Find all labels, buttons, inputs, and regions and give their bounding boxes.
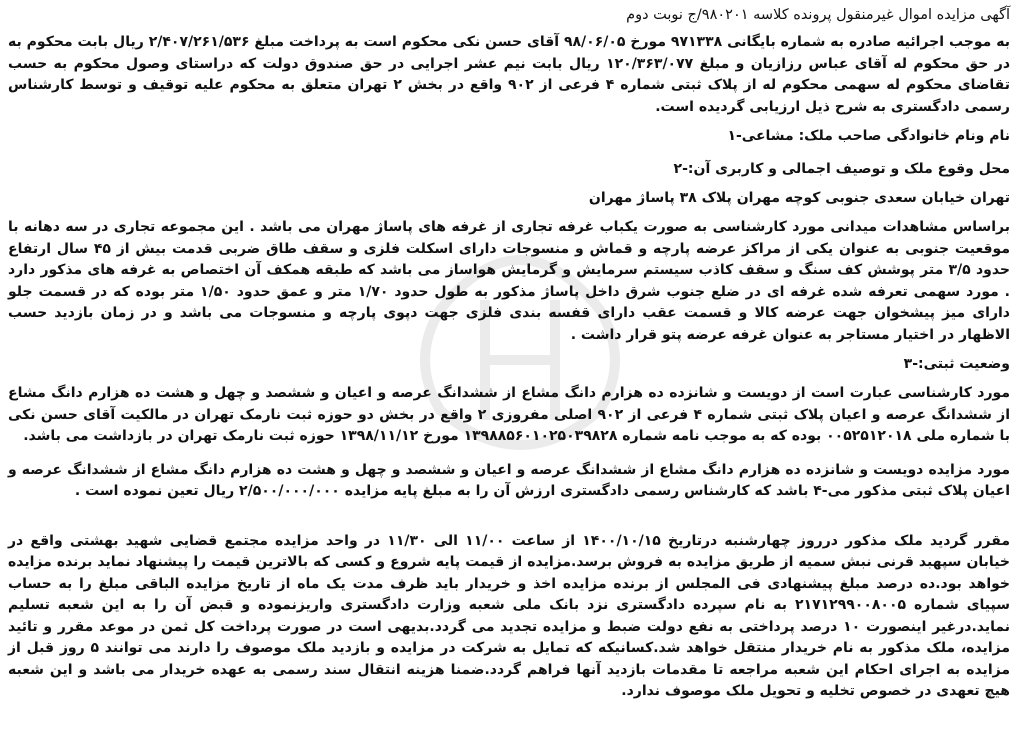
registration-heading: وضعیت ثبتی:-۳ — [903, 356, 1010, 372]
location-heading: محل وقوع ملک و توصیف اجمالی و کاربری آن:-۲ — [673, 161, 1010, 177]
notice-title: آگهی مزایده اموال غیرمنقول پرونده کلاسه ۹۸۰۲۰۱/ج نوبت دوم — [626, 7, 1010, 23]
valuation-paragraph: مورد مزایده دویست و شانزده ده هزارم دانگ مشاع از ششدانگ عرصه و اعیان و ششصد و چهل و هشت ده هزارم دانگ مشاع از ششدانگ عرصه و اعیان پلاک ثبتی مذکور می-۴ باشد که کارشناس رسمی دادگستری ارزش آن را به مبلغ پایه مزایده ۲/۵۰۰/۰۰۰/۰۰۰ ریال تعین نموده است . — [8, 461, 1010, 499]
property-description-paragraph: براساس مشاهدات میدانی مورد کارشناسی به صورت یکباب غرفه تجاری از غرفه های پاساژ مهران می باشد . این مجموعه تجاری در سه دهانه با موقعیت جنوبی به عنوان یکی از مراکز عرضه پارچه و قماش و منسوجات دارای اسکلت فلزی و سقف طاق ضربی قدمت بیش از ۴۵ سال ارتفاع حدود ۳/۵ متر پوشش کف سنگ و سقف کاذب سیستم سرمایش و گرمایش هواساز می باشد که طبقه همکف آن اختصاص به غرفه های مذکور دارد . مورد سهمی تعرفه شده غرفه ای در ضلع جنوب شرق داخل پاساژ مذکور به طول حدود ۱/۷۰ متر و عمق حدود ۱/۵۰ متر بوده که در قسمت جلو دارای میز پیشخوان جهت عرضه کالا و قسمت عقب دارای قفسه بندی فلزی جهت دپوی پارچه و منسوجات می باشد و در زمان بازدید حسب الاظهار در اختیار مستاجر به عنوان غرفه عرضه پتو قرار داشت . — [8, 219, 1011, 343]
notice-intro-paragraph: به موجب اجرائیه صادره به شماره بایگانی ۹۷۱۳۳۸ مورخ ۹۸/۰۶/۰۵ آقای حسن نکی محکوم است به پرداخت مبلغ ۲/۴۰۷/۲۶۱/۵۳۶ ریال بابت محکوم به در حق محکوم له آقای عباس رزازیان و مبلغ ۱۲۰/۳۶۳/۰۷۷ ریال بابت نیم عشر اجرایی در حق صندوق دولت که دراستای وصول محکوم به حسب تقاضای محکوم له سهمی محکوم له از پلاک ثبتی شماره ۴ فرعی از ۹۰۲ واقع در بخش ۲ تهران متعلق به محکوم علیه توقیف و توسط کارشناس رسمی دادگستری به شرح ذیل ارزیابی گردیده است. — [8, 34, 1011, 115]
property-address: تهران خیابان سعدی جنوبی کوچه مهران پلاک ۳۸ پاساژ مهران — [588, 190, 1010, 206]
registration-status-paragraph: مورد کارشناسی عبارت است از دویست و شانزده ده هزارم دانگ مشاع از ششدانگ عرصه و اعیان و ششصد و چهل و هشت ده هزارم دانگ مشاع از ششدانگ عرصه و اعیان پلاک ثبتی شماره ۴ فرعی از ۹۰۲ اصلی مفروزی ۲ واقع در بخش دو حوزه ثبت نارمک تهران در مالکیت آقای حسن نکی با شماره ملی ۰۰۵۲۵۱۲۰۱۸ بوده که به موجب نامه شماره ۱۳۹۸۸۵۶۰۱۰۲۵۰۳۹۸۲۸ مورخ ۱۳۹۸/۱۱/۱۲ حوزه ثبت نارمک تهران در بازداشت می باشد. — [8, 385, 1011, 444]
owner-line: نام ونام خانوادگی صاحب ملک: مشاعی-۱ — [727, 128, 1010, 144]
auction-terms-paragraph: مقرر گردید ملک مذکور درروز چهارشنبه درتاریخ ۱۴۰۰/۱۰/۱۵ از ساعت ۱۱/۰۰ الی ۱۱/۳۰ در واحد مزایده مجتمع قضایی شهید بهشتی واقع در خیابان سپهبد قرنی نبش سمیه از طریق مزایده به فروش برسد.مزایده از قیمت پایه شروع و کسی که بالاترین قیمت را پیشنهاد نماید برنده مزایده خواهد بود.ده درصد مبلغ پیشنهادی فی المجلس از برنده مزایده اخذ و خریدار باید ظرف مدت یک ماه از تاریخ مزایده الباقی مبلغ را به حساب سپیای شماره ۲۱۷۱۲۹۹۰۰۸۰۰۵ به نام سپرده دادگستری نزد بانک ملی شعبه وزارت دادگستری واریزنموده و قبض آن را به این شعبه تسلیم نماید.درغیر اینصورت ۱۰ درصد پرداختی به نفع دولت ضبط و مزایده تجدید می گردد.بدیهی است در صورت پرداخت کل ثمن در موعد مقرر و تائید مزایده، ملک مذکور به نام خریدار منتقل خواهد شد.کسانیکه که تمایل به شرکت در مزایده و بازدید ملک موصوف را دارند می توانند ۵ روز قبل از مزایده به اجرای احکام این شعبه مراجعه تا مقدمات بازدید آنها فراهم گردد.ضمنا هزینه انتقال سند رسمی به عهده خریدار می باشد و این شعبه هیچ تعهدی در خصوص تخلیه و تحویل ملک موصوف ندارد. — [8, 532, 1011, 699]
